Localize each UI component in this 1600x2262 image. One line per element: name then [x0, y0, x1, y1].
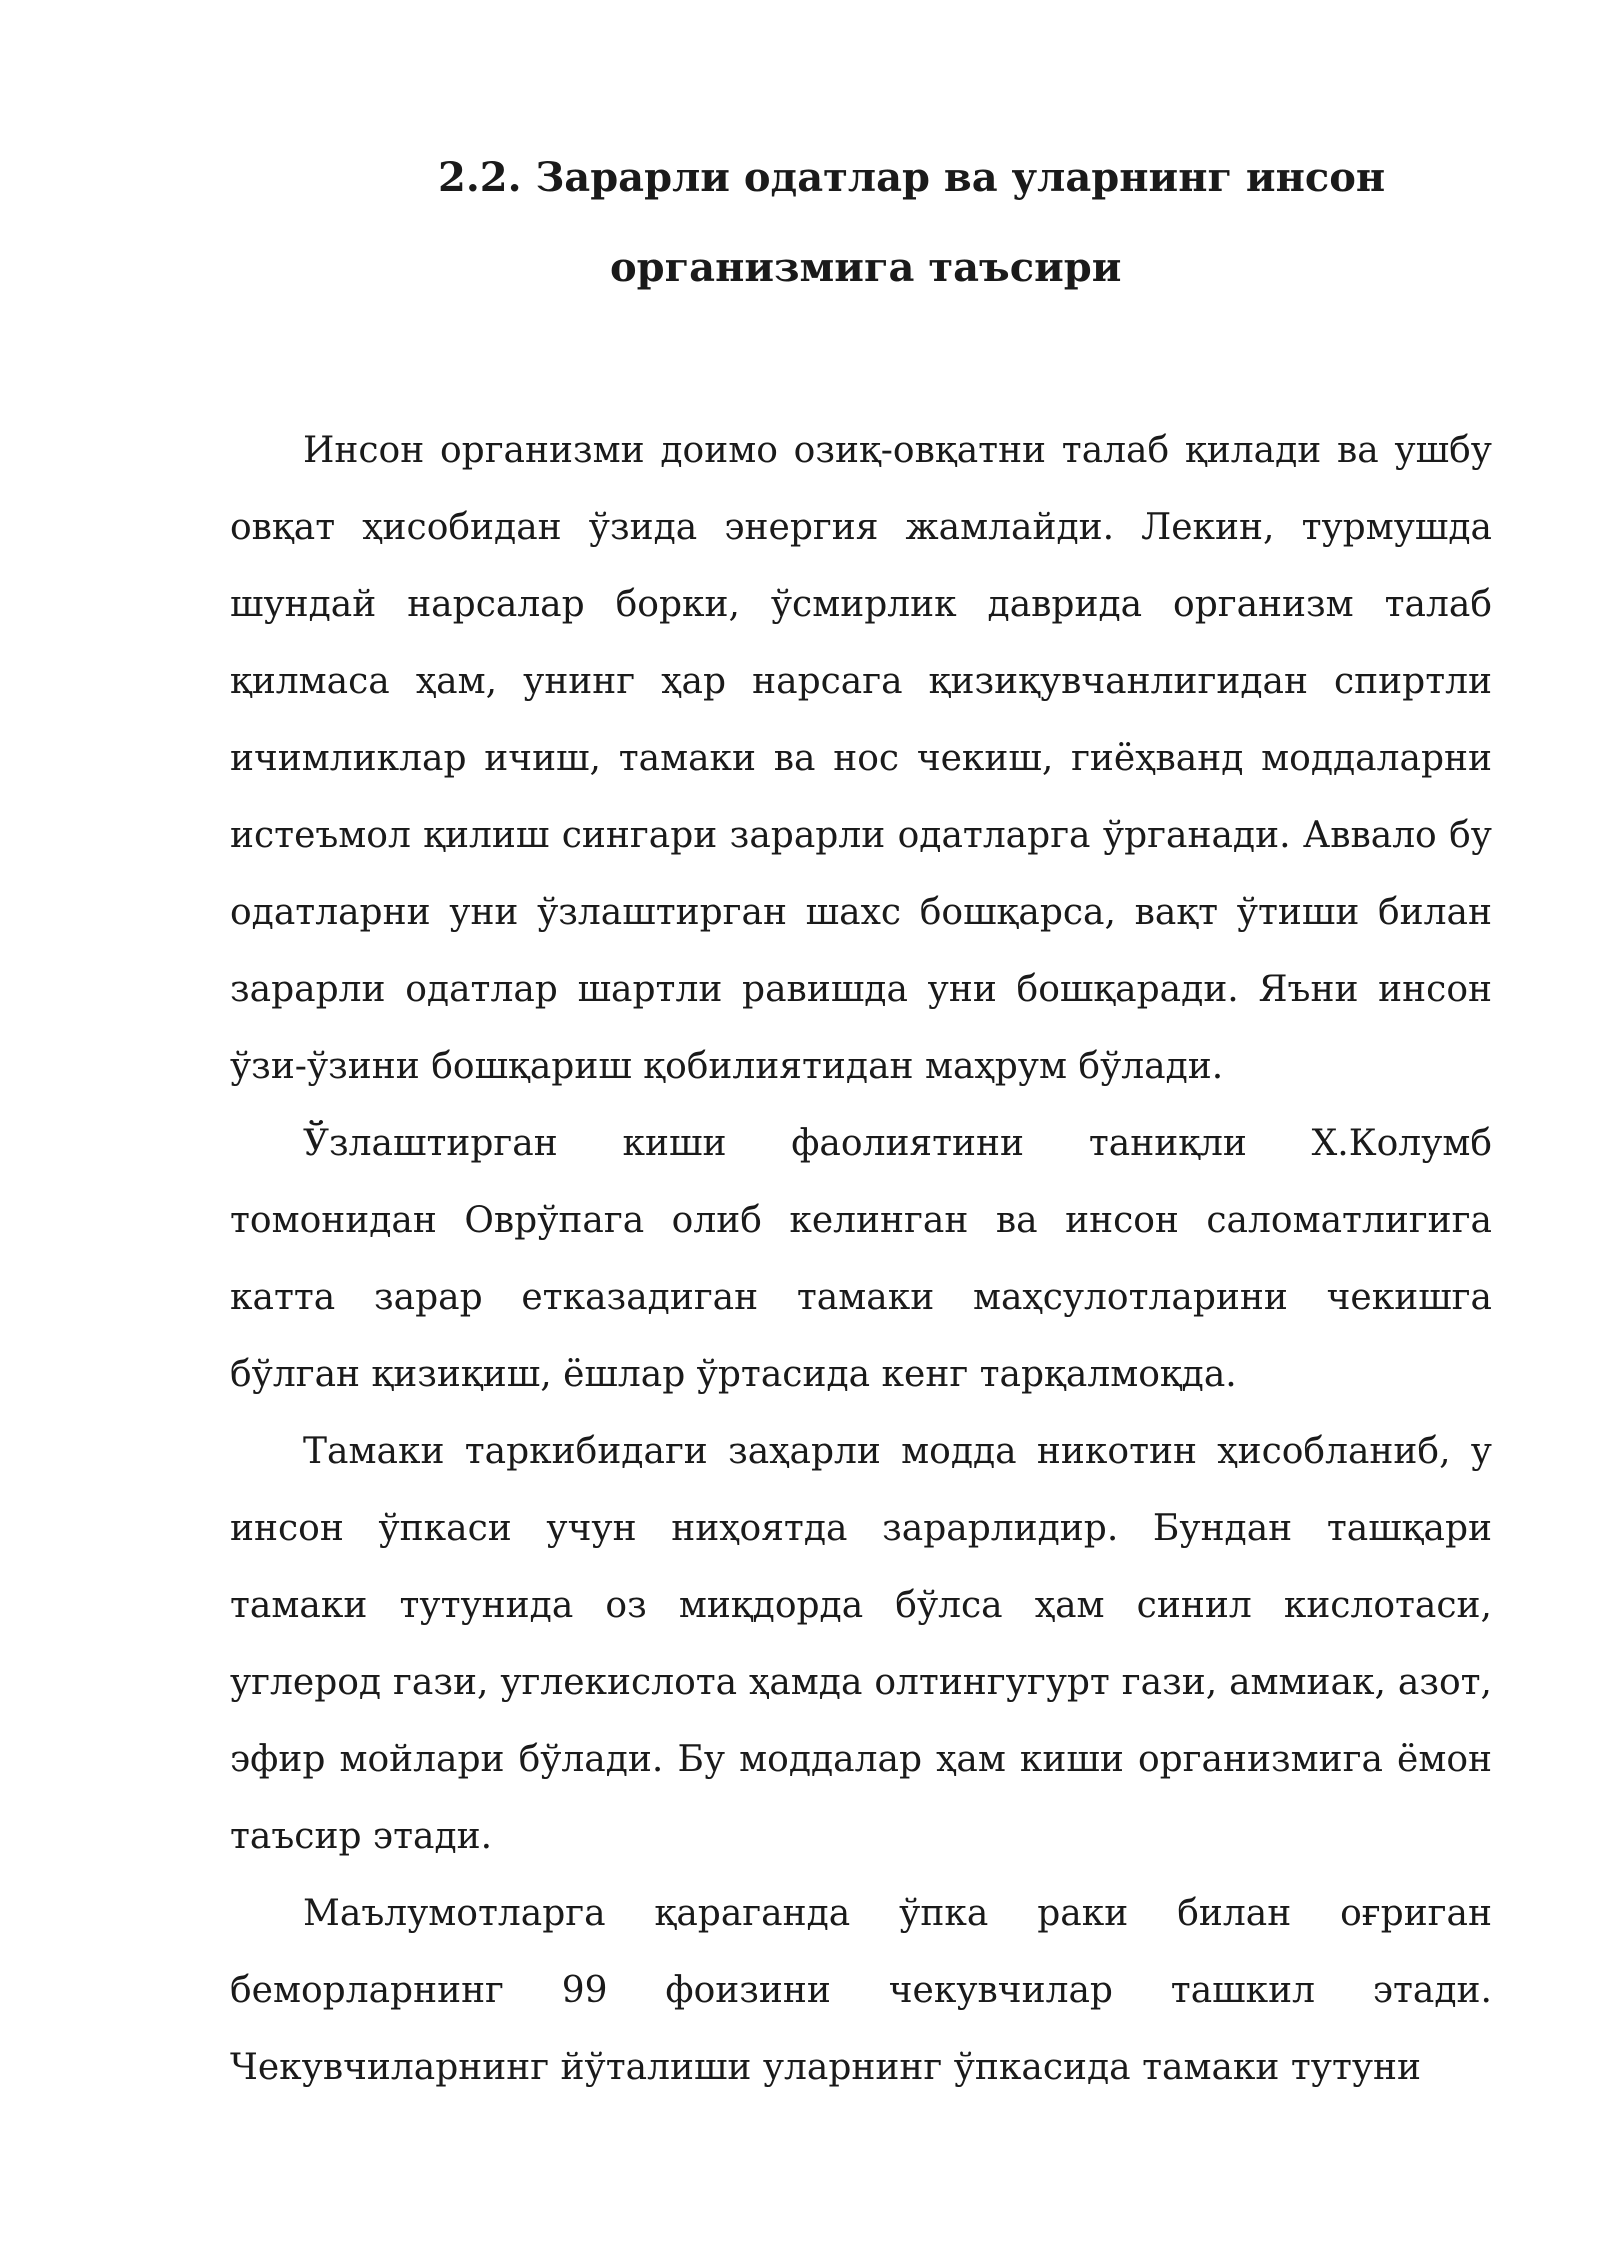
paragraph-1: Инсон организми доимо озиқ-овқатни талаб қилади ва ушбу овқат ҳисобидан ўзида энергия жамлайди. Лекин, турмушда шундай нарсалар борки, ўсмирлик даврида организм талаб қилмаса ҳам, унинг ҳар нарсага қизиқувчанлигидан спиртли ичимликлар ичиш, тамаки ва нос чекиш, гиёҳванд моддаларни истеъмол қилиш сингари зарарли одатларга ўрганади. Аввало бу одатларни уни ўзлаштирган шахс бошқарса, вақт ўтиши билан зарарли одатлар шартли равишда уни бошқаради. Яъни инсон ўзи-ўзини бошқариш қобилиятидан маҳрум бўлади. — [230, 430, 1492, 1087]
paragraph-4: Маълумотларга қараганда ўпка раки билан оғриган беморларнинг 99 фоизини чекувчилар ташкил этади. Чекувчиларнинг йўталиши уларнинг ўпкасида тамаки тутуни — [230, 1893, 1492, 2088]
document-body — [230, 412, 1492, 2106]
section-heading-line-1: 2.2. Зарарли одатлар ва уларнинг инсон — [438, 154, 1386, 201]
paragraph-2: Ўзлаштирган киши фаолиятини таниқли Х.Колумб томонидан Оврўпага олиб келинган ва инсон саломатлигига катта зарар етказадиган тамаки маҳсулотларини чекишга бўлган қизиқиш, ёшлар ўртасида кенг тарқалмоқда. — [230, 1123, 1492, 1395]
paragraph-3: Тамаки таркибидаги заҳарли модда никотин ҳисобланиб, у инсон ўпкаси учун ниҳоятда зарарлидир. Бундан ташқари тамаки тутунида оз миқдорда бўлса ҳам синил кислотаси, углерод гази, углекислота ҳамда олтингугурт гази, аммиак, азот, эфир мойлари бўлади. Бу моддалар ҳам киши организмига ёмон таъсир этади. — [230, 1431, 1492, 1857]
section-heading-line-2: организмига таъсири — [610, 244, 1122, 291]
